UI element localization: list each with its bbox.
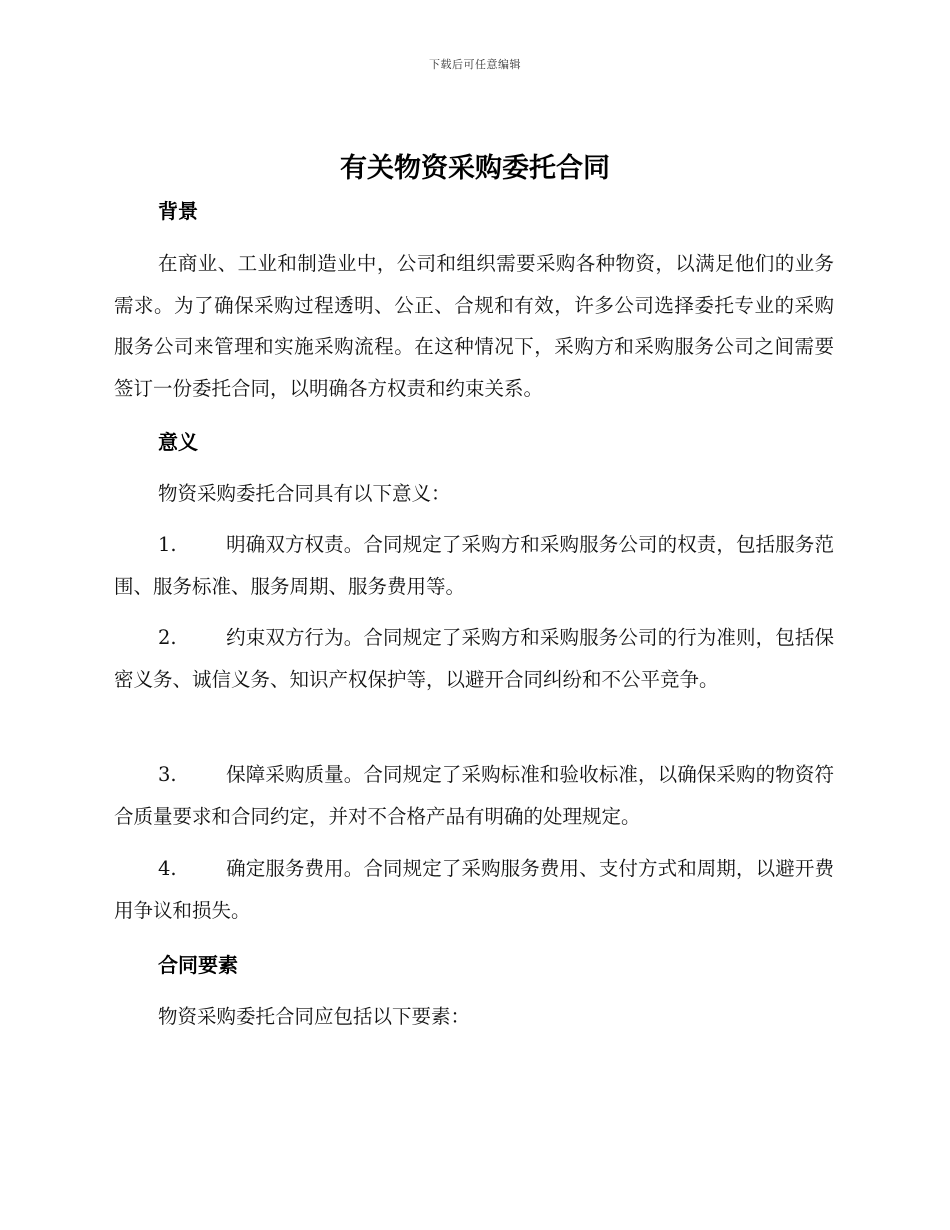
- list-item: [114, 617, 834, 700]
- list-item-number: 1.: [158, 533, 177, 556]
- list-item-number: 3.: [158, 763, 177, 786]
- list-item: [114, 754, 834, 837]
- list-item: [114, 848, 834, 931]
- paragraph-elements-intro: 物资采购委托合同应包括以下要素：: [158, 1005, 471, 1028]
- list-item-number: 4.: [158, 857, 177, 880]
- list-item-text: 明确双方权责。合同规定了采购方和采购服务公司的权责，包括服务范围、服务标准、服务周期、服务费用等。: [114, 533, 834, 598]
- paragraph-significance-intro: 物资采购委托合同具有以下意义：: [158, 482, 451, 505]
- header-note: 下载后可任意编辑: [429, 58, 521, 71]
- paragraph-background: 在商业、工业和制造业中，公司和组织需要采购各种物资，以满足他们的业务需求。为了确保采购过程透明、公正、合规和有效，许多公司选择委托专业的采购服务公司来管理和实施采购流程。在这种情况下，采购方和采购服务公司之间需要签订一份委托合同，以明确各方权责和约束关系。: [114, 252, 834, 400]
- list-item-number: 2.: [158, 626, 177, 649]
- list-item-text: 确定服务费用。合同规定了采购服务费用、支付方式和周期，以避开费用争议和损失。: [114, 857, 834, 922]
- heading-background: 背景: [158, 199, 198, 223]
- heading-significance: 意义: [158, 430, 198, 454]
- list-item-text: 约束双方行为。合同规定了采购方和采购服务公司的行为准则，包括保密义务、诚信义务、知识产权保护等，以避开合同纠纷和不公平竞争。: [114, 626, 834, 691]
- document-title: 有关物资采购委托合同: [340, 153, 610, 184]
- list-item: [114, 524, 834, 607]
- list-item-text: 保障采购质量。合同规定了采购标准和验收标准，以确保采购的物资符合质量要求和合同约定，并对不合格产品有明确的处理规定。: [114, 763, 834, 828]
- heading-contract-elements: 合同要素: [158, 953, 238, 977]
